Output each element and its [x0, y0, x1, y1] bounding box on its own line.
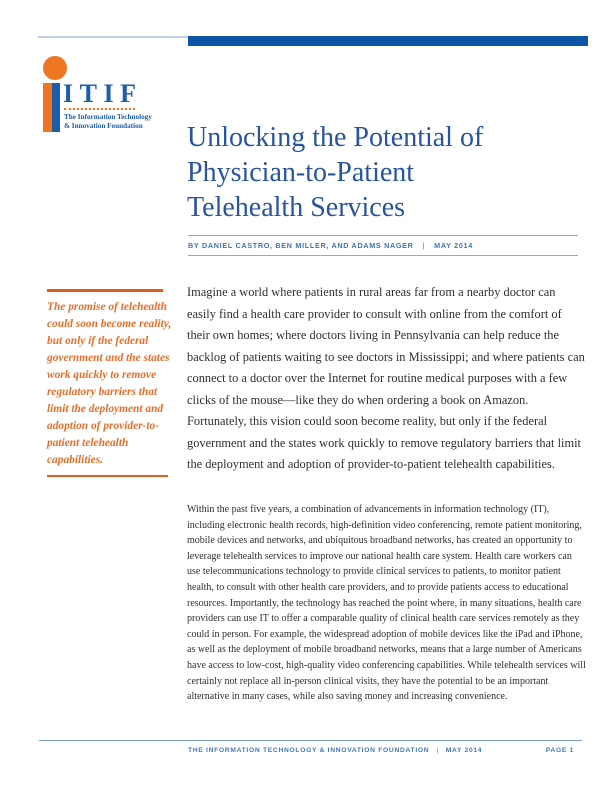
header-accent-line-light — [38, 36, 188, 38]
footer — [188, 747, 574, 754]
logo-dot-icon — [43, 56, 67, 80]
sidebar-pull-quote — [47, 289, 178, 477]
byline-bar — [188, 235, 578, 256]
body-paragraph: Within the past five years, a combination of advancements in information technology (IT), including electronic health records, high-definition video conferencing, remote patient monitoring, mobile devices and networks, and ubiquitous broadband networks, has created an opportunity to leverage telehealth services to improve our national health care system. Health care workers can use telecommunications technology to provide clinical services to patients, to monitor patient health, to consult with other health care providers, and to provide patients access to educational resources. Importantly, the technology has reached the point where, in many situations, health care providers can use IT to offer a comparable quality of clinical health care services remotely as they could in person. For example, the widespread adoption of mobile devices like the iPad and iPhone, as well as the deployment of mobile broadband networks, means that a large number of Americans have access to low-cost, high-quality video conferencing capabilities. While telehealth services will certainly not replace all in-person clinical visits, they have the potential to be an important alternative in many cases, while also saving money and increasing convenience. — [187, 504, 586, 703]
footer-page-number: PAGE 1 — [545, 747, 574, 754]
header-accent-bar — [188, 36, 588, 46]
report-title: Unlocking the Potential of Physician-to-Patient Telehealth Services — [187, 122, 484, 223]
footer-org-date — [188, 747, 482, 754]
pull-quote-top-rule — [47, 289, 163, 292]
logo-org-name: The Information Technology & Innovation Foundation — [64, 113, 152, 130]
footer-separator: | — [436, 747, 439, 754]
footer-date: MAY 2014 — [445, 747, 483, 754]
logo-dotted-divider — [64, 108, 135, 110]
byline-authors: BY DANIEL CASTRO, BEN MILLER, AND ADAMS NAGER — [188, 241, 414, 250]
logo-stem-icon — [43, 83, 60, 132]
logo-acronym: ITIF — [63, 79, 143, 108]
pull-quote-bottom-rule — [47, 475, 168, 477]
byline-date: MAY 2014 — [434, 241, 473, 250]
byline-separator: | — [422, 241, 426, 250]
footer-rule — [39, 740, 582, 741]
pull-quote-text: The promise of telehealth could soon become reality, but only if the federal government and the states work quickly to remove regulatory barriers that limit the deployment and adoption of provider-to-patient telehealth capabilities. — [47, 301, 172, 466]
lead-paragraph: Imagine a world where patients in rural areas far from a nearby doctor can easily find a health care provider to consult with online from the comfort of their own homes; where doctors living in Pennsylvania can help reduce the backlog of patients waiting to see doctors in Mississippi; and where patients can connect to a doctor over the Internet for routine medical purposes with a few clicks of the mouse—like they do when ordering a book on Amazon. Fortunately, this vision could soon become reality, but only if the federal government and the states work quickly to remove regulatory barriers that limit the deployment and adoption of provider-to-patient telehealth capabilities. — [187, 285, 585, 471]
footer-org: THE INFORMATION TECHNOLOGY & INNOVATION FOUNDATION — [188, 747, 430, 754]
